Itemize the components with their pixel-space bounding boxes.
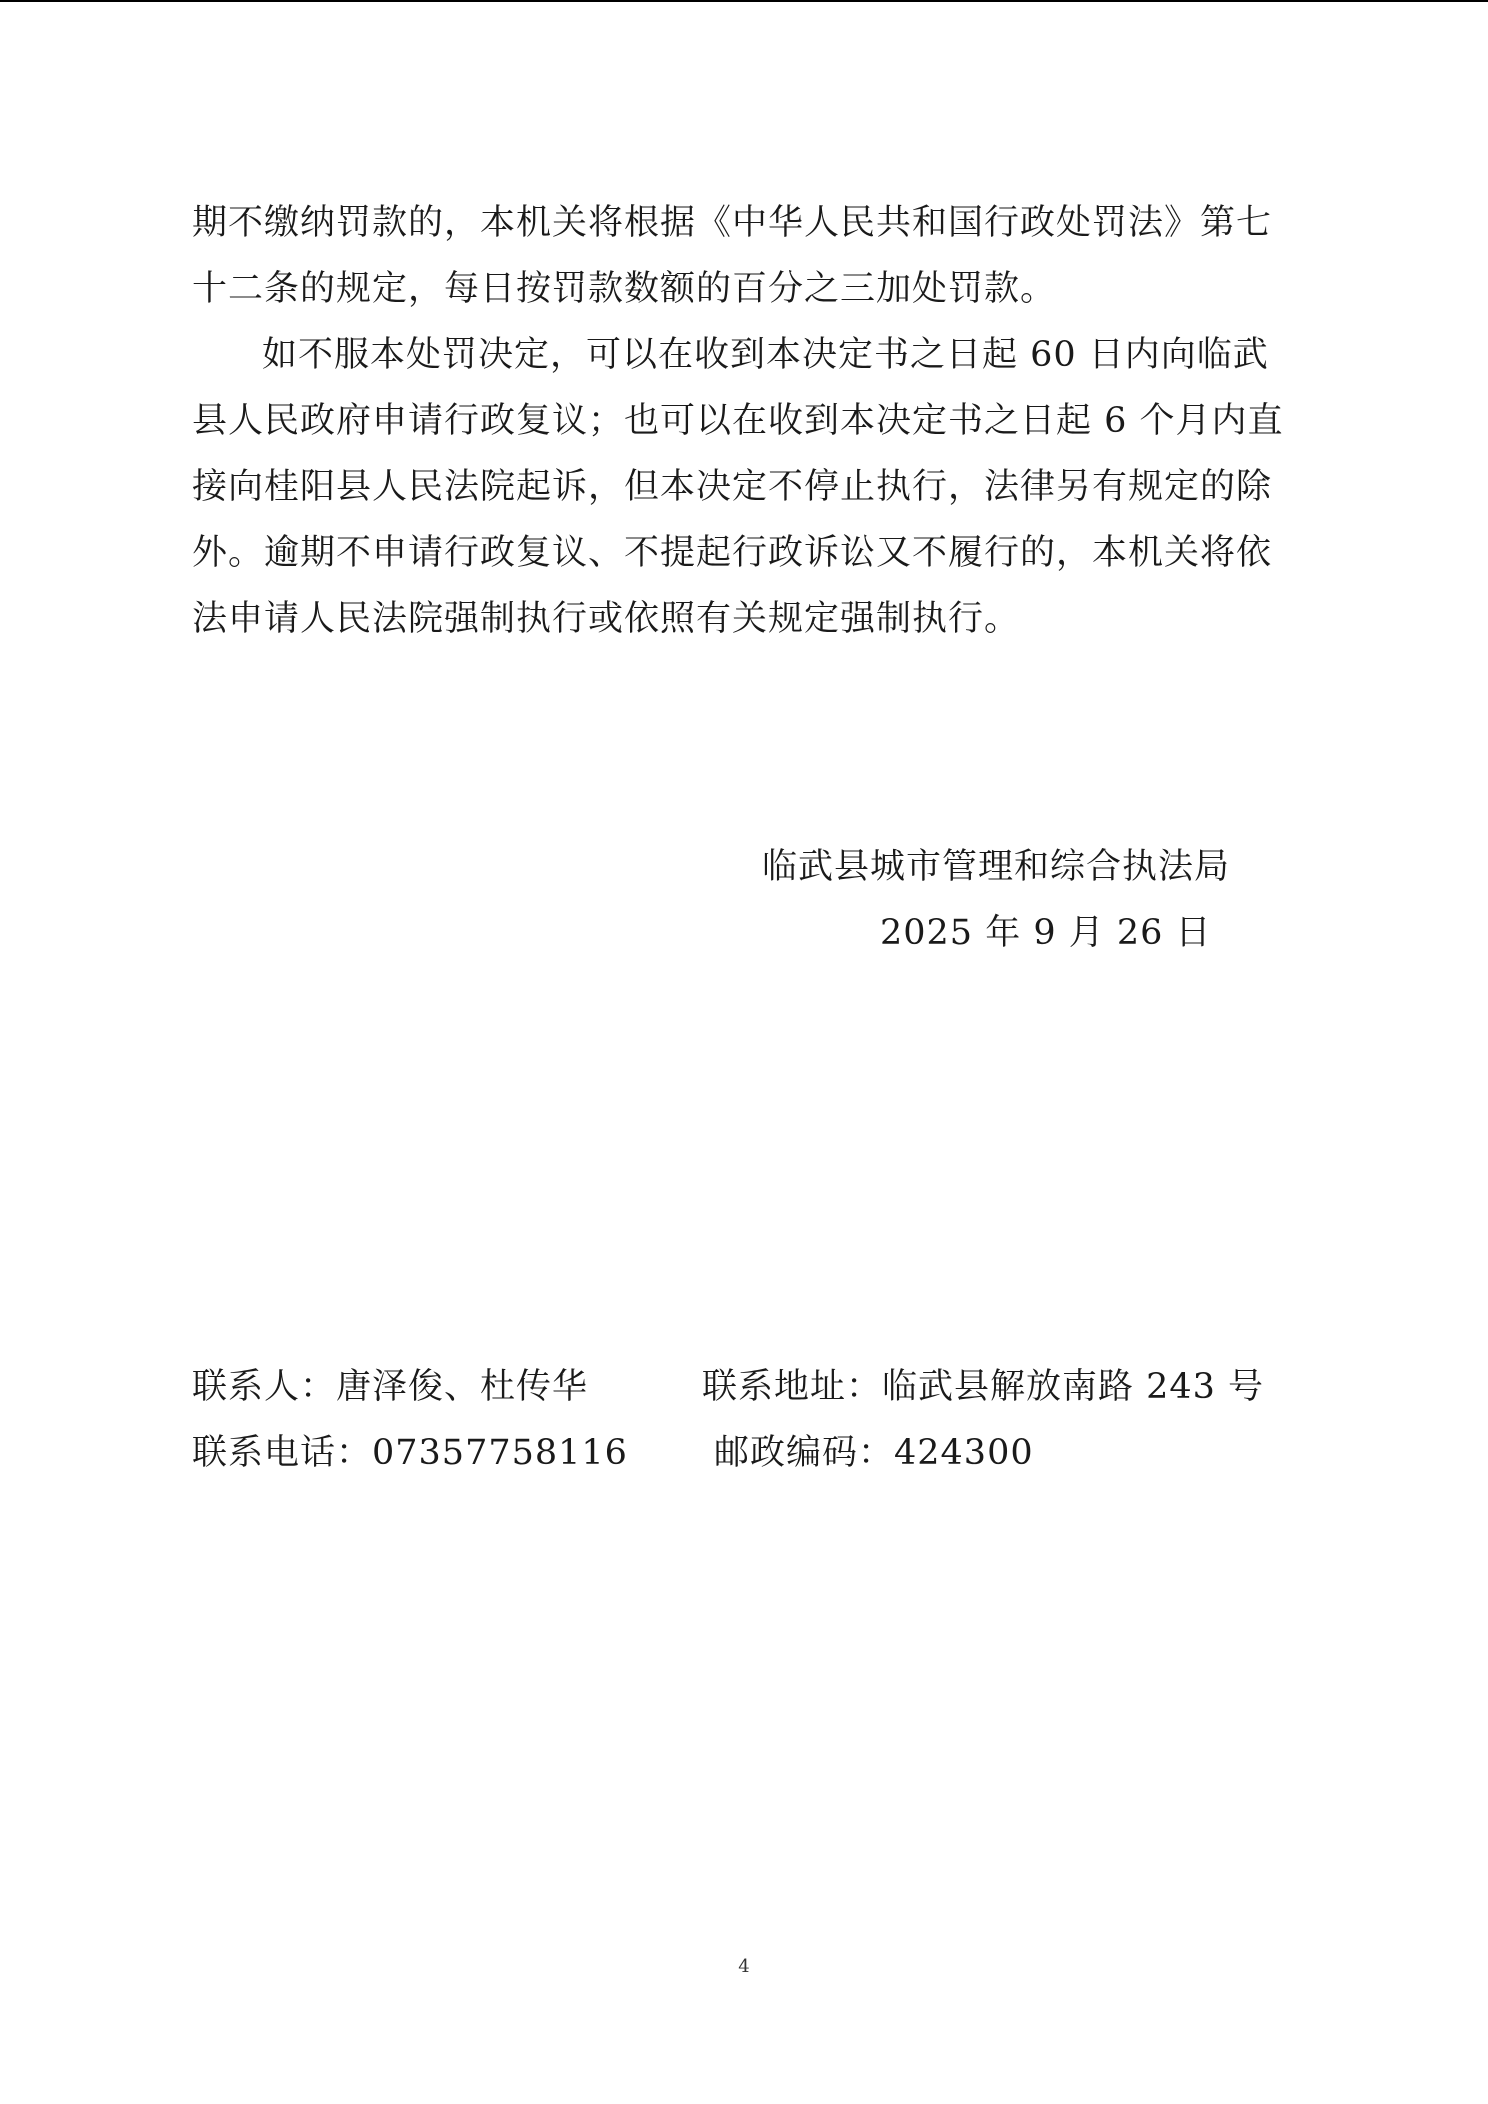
issue-date: 2025 年 9 月 26 日: [880, 913, 1212, 953]
contact-row: [192, 1420, 1300, 1486]
top-border-line: [0, 0, 1488, 2]
paragraph-appeal-rights: 如不服本处罚决定，可以在收到本决定书之日起 60 日内向临武县人民政府申请行政复议；也可以在收到本决定书之日起 6 个月内直接向桂阳县人民法院起诉，但本决定不停止执行，法律另有规定的除外。逾期不申请行政复议、不提起行政诉讼又不履行的，本机关将依法申请人民法院强制执行或依照有关规定强制执行。: [192, 335, 1284, 639]
signature-block: [0, 834, 1488, 994]
document-body: [192, 190, 1300, 652]
contact-address: 联系地址：临武县解放南路 243 号: [702, 1367, 1265, 1407]
contact-postal-code: 邮政编码：424300: [714, 1433, 1034, 1473]
contact-phone: 联系电话：07357758116: [192, 1433, 628, 1473]
contact-person: 联系人：唐泽俊、杜传华: [192, 1367, 589, 1407]
issuing-organization: 临武县城市管理和综合执法局: [762, 847, 1231, 887]
page-number: 4: [738, 1956, 750, 1977]
contact-info: [192, 1354, 1300, 1486]
contact-row: [192, 1354, 1300, 1420]
paragraph-continuation: 期不缴纳罚款的，本机关将根据《中华人民共和国行政处罚法》第七十二条的规定，每日按罚款数额的百分之三加处罚款。: [192, 203, 1273, 309]
